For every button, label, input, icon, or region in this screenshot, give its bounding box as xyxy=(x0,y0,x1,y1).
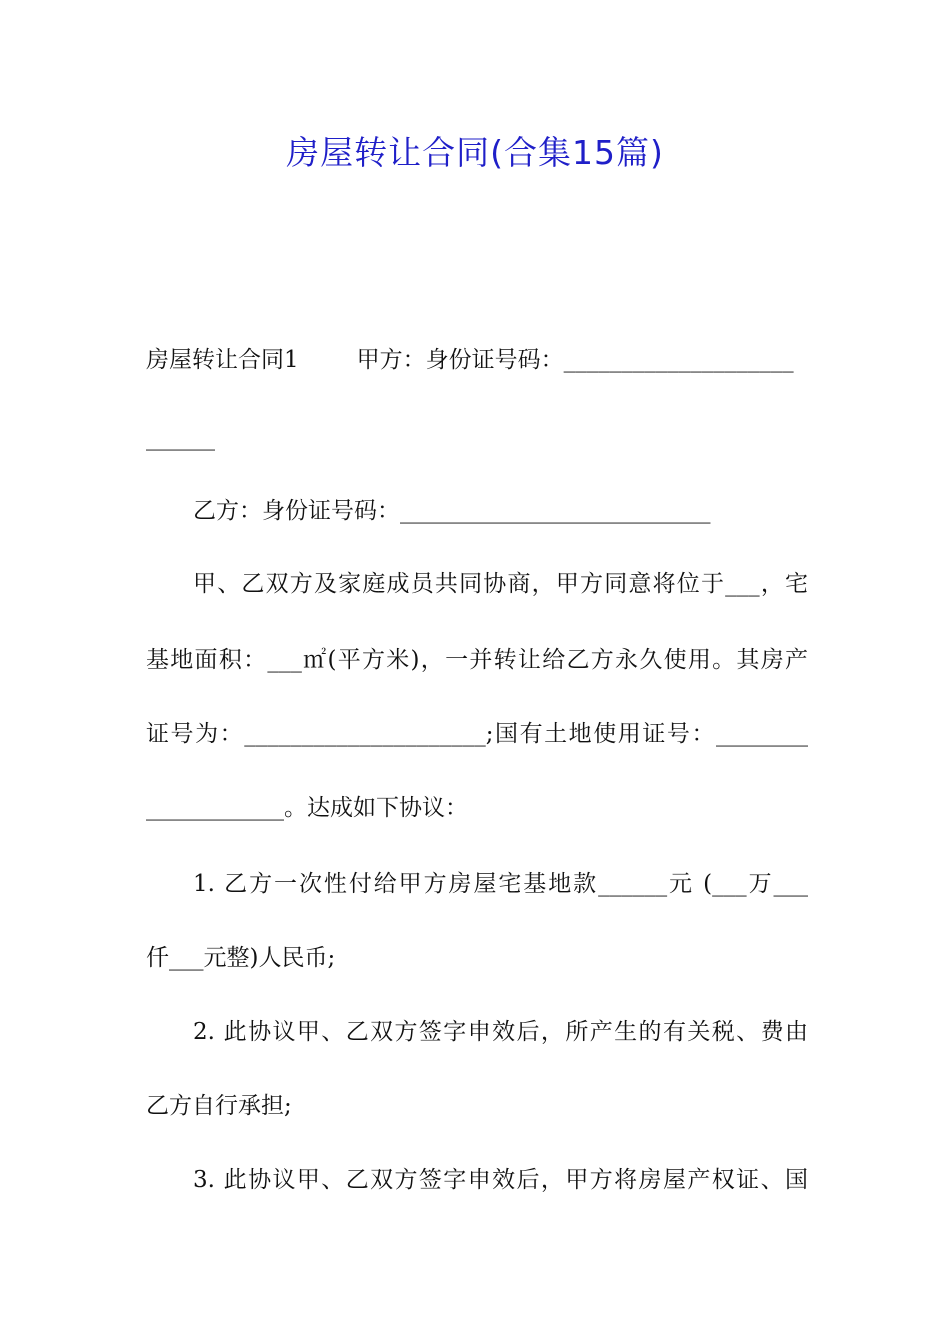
paragraph-line-1: 甲、乙双方及家庭成员共同协商，甲方同意将位于___，宅 xyxy=(193,571,808,597)
paragraph-line-4: ____________。达成如下协议： xyxy=(146,795,468,821)
text-line-2: ______ xyxy=(146,425,215,451)
paragraph-line-3: 证号为：_____________________;国有土地使用证号：________ xyxy=(146,721,808,747)
document-title: 房屋转让合同(合集15篇) xyxy=(286,133,664,172)
clause-1-line-2: 仟___元整)人民币; xyxy=(146,945,336,971)
party-b-id-line: 乙方：身份证号码：___________________________ xyxy=(193,498,711,524)
clause-2-line-1: 2. 此协议甲、乙双方签字申效后，所产生的有关税、费由 xyxy=(193,1019,808,1045)
party-a-id-line: 甲方：身份证号码：____________________ xyxy=(356,347,794,373)
paragraph-line-2: 基地面积：___㎡(平方米)，一并转让给乙方永久使用。其房产 xyxy=(146,647,808,673)
clause-3-line-1: 3. 此协议甲、乙双方签字申效后，甲方将房屋产权证、国 xyxy=(193,1167,808,1193)
clause-1-line-1: 1. 乙方一次性付给甲方房屋宅基地款______元 (___万___ xyxy=(193,871,808,897)
section-label: 房屋转让合同1 xyxy=(146,347,299,373)
text-line-1 xyxy=(146,340,808,380)
clause-2-line-2: 乙方自行承担; xyxy=(146,1093,292,1119)
